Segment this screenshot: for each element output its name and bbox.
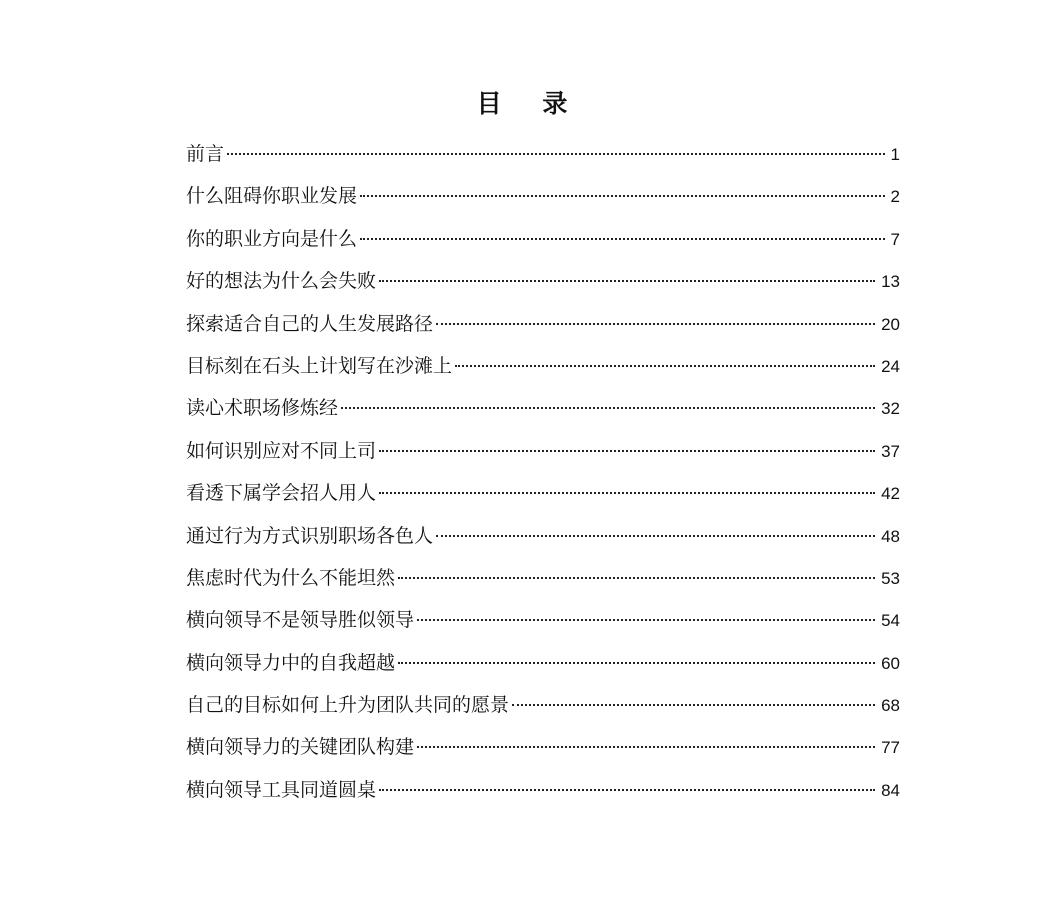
toc-entry-page-number: 1 <box>890 145 900 164</box>
toc-dot-leader <box>379 789 875 791</box>
toc-entry[interactable] <box>186 263 900 305</box>
toc-entry-title: 你的职业方向是什么 <box>186 227 358 250</box>
toc-entry-page-number: 37 <box>881 441 900 461</box>
toc-entry[interactable] <box>186 390 900 432</box>
toc-entry-page-number: 48 <box>881 526 900 546</box>
toc-dot-leader <box>512 704 875 706</box>
toc-entry[interactable] <box>186 687 900 729</box>
toc-entry-title: 通过行为方式识别职场各色人 <box>186 524 434 547</box>
toc-dot-leader <box>341 407 875 409</box>
toc-dot-leader <box>417 619 875 621</box>
toc-entry-title: 横向领导力中的自我超越 <box>186 651 396 674</box>
toc-entry[interactable] <box>186 475 900 517</box>
toc-entry-title: 自己的目标如何上升为团队共同的愿景 <box>186 694 510 717</box>
table-of-contents <box>186 136 900 814</box>
toc-entry[interactable] <box>186 560 900 602</box>
toc-entry[interactable] <box>186 602 900 644</box>
toc-dot-leader <box>379 280 875 282</box>
toc-entry-page-number: 84 <box>881 780 900 800</box>
toc-entry-page-number: 2 <box>890 187 900 207</box>
toc-dot-leader <box>360 238 885 240</box>
toc-entry-title: 好的想法为什么会失败 <box>186 270 377 293</box>
toc-entry-title: 横向领导力的关键团队构建 <box>186 736 415 759</box>
toc-entry[interactable] <box>186 136 900 178</box>
toc-dot-leader <box>360 195 885 197</box>
toc-entry-title: 如何识别应对不同上司 <box>186 439 377 462</box>
toc-dot-leader <box>379 450 875 452</box>
toc-entry-title: 什么阻碍你职业发展 <box>186 185 358 208</box>
toc-entry-page-number: 60 <box>881 653 900 673</box>
toc-entry-title: 横向领导不是领导胜似领导 <box>186 609 415 632</box>
toc-entry-page-number: 20 <box>881 314 900 334</box>
toc-entry-title: 看透下属学会招人用人 <box>186 482 377 505</box>
toc-entry-title: 读心术职场修炼经 <box>186 397 339 420</box>
toc-entry[interactable] <box>186 433 900 475</box>
toc-entry-page-number: 54 <box>881 611 900 631</box>
toc-entry-page-number: 13 <box>881 272 900 292</box>
toc-entry-page-number: 53 <box>881 568 900 588</box>
toc-entry-title: 探索适合自己的人生发展路径 <box>186 312 434 335</box>
toc-dot-leader <box>417 746 875 748</box>
toc-entry[interactable] <box>186 772 900 814</box>
toc-entry-page-number: 24 <box>881 356 900 376</box>
toc-entry[interactable] <box>186 518 900 560</box>
toc-entry[interactable] <box>186 221 900 263</box>
toc-dot-leader <box>455 365 875 367</box>
toc-entry-title: 横向领导工具同道圆桌 <box>186 778 377 801</box>
toc-entry-page-number: 42 <box>881 484 900 504</box>
toc-dot-leader <box>379 492 875 494</box>
page-title: 目 录 <box>476 89 584 118</box>
toc-entry-page-number: 7 <box>890 229 900 249</box>
toc-dot-leader <box>227 153 885 155</box>
toc-dot-leader <box>398 662 875 664</box>
toc-entry-title: 焦虑时代为什么不能坦然 <box>186 566 396 589</box>
toc-entry[interactable] <box>186 729 900 771</box>
toc-entry[interactable] <box>186 645 900 687</box>
toc-entry-title: 前言 <box>186 143 225 165</box>
toc-entry-page-number: 68 <box>881 696 900 716</box>
toc-entry[interactable] <box>186 306 900 348</box>
toc-entry-page-number: 77 <box>881 738 900 758</box>
toc-dot-leader <box>436 535 875 537</box>
toc-entry-title: 目标刻在石头上计划写在沙滩上 <box>186 354 453 377</box>
toc-entry[interactable] <box>186 348 900 390</box>
toc-entry[interactable] <box>186 178 900 220</box>
toc-dot-leader <box>398 577 875 579</box>
toc-entry-page-number: 32 <box>881 399 900 419</box>
toc-dot-leader <box>436 323 875 325</box>
